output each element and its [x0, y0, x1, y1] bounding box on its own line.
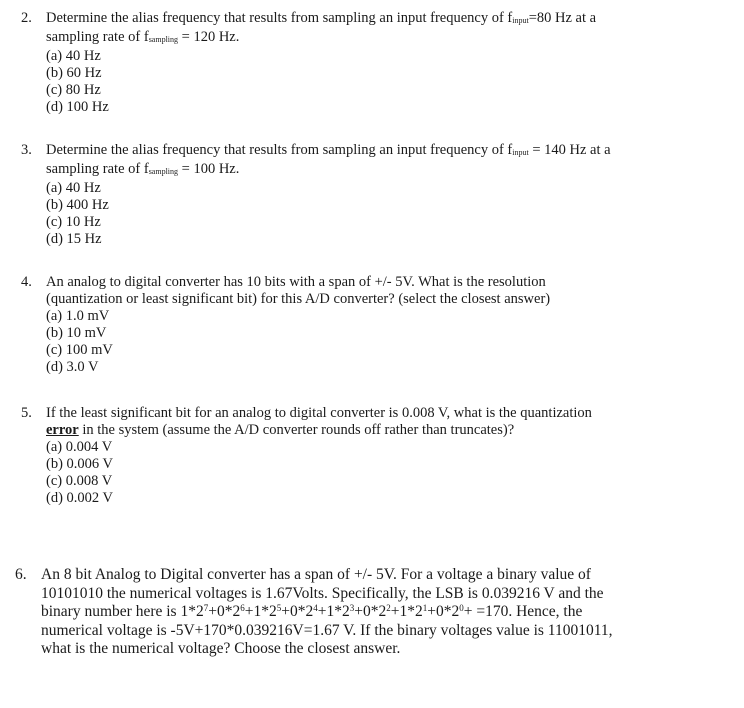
question-number: 6.: [15, 566, 27, 583]
question-stem: If the least significant bit for an analog to digital converter is 0.008 V, what is the quantization error in the system (assume the A/D converter rounds off rather than truncates)?: [46, 405, 592, 438]
option-d: (d) 0.002 V: [46, 490, 113, 506]
option-d: (d) 15 Hz: [46, 231, 102, 247]
option-b: (b) 60 Hz: [46, 65, 102, 81]
question-stem: Determine the alias frequency that results from sampling an input frequency of $f_{input}=80$ Hz at a sampling rate of $f_{sampling} = 120$ Hz.: [46, 10, 597, 45]
option-d: (d) 3.0 V: [46, 359, 99, 375]
question-5: [21, 405, 592, 507]
question-number: 5.: [21, 405, 32, 421]
option-c: (c) 0.008 V: [46, 473, 113, 489]
question-6: [15, 566, 613, 659]
question-number: 3.: [21, 142, 32, 158]
question-number: 2.: [21, 10, 32, 26]
option-d: (d) 100 Hz: [46, 99, 109, 115]
question-stem: Determine the alias frequency that results from sampling an input frequency of $f_{input} = 140$ Hz at a sampling rate of $f_{sampling} = 100$ Hz.: [46, 142, 611, 177]
option-b: (b) 10 mV: [46, 325, 107, 341]
question-3: [21, 142, 611, 248]
option-a: (a) 1.0 mV: [46, 308, 110, 324]
question-stem: An analog to digital converter has 10 bits with a span of +/- 5V. What is the resolution (quantization or least significant bit) for this A/D converter? (select the closest answer): [46, 274, 551, 307]
question-2: [21, 10, 596, 116]
option-a: (a) 40 Hz: [46, 180, 101, 196]
option-c: (c) 10 Hz: [46, 214, 101, 230]
option-a: (a) 40 Hz: [46, 48, 101, 64]
question-4: [21, 274, 550, 376]
question-number: 4.: [21, 274, 32, 290]
question-stem: An 8 bit Analog to Digital converter has a span of +/- 5V. For a voltage a binary value of 10101010 the numerical voltages is 1.67Volts. Specifically, the LSB is 0.039216 V and the binary number here is $1*2^7+0*2^6+1*2^5+0*2^4+1*2^3+0*2^2+1*2^1+0*2^0+ =170$. Hence, the numerical voltage is -5V+170*0.039216V=1.67 V. If the binary voltages value is 11001011, what is the numerical voltage? Choose the closest answer.: [41, 566, 613, 657]
emphasis-error: error: [46, 422, 79, 438]
option-a: (a) 0.004 V: [46, 439, 113, 455]
option-b: (b) 0.006 V: [46, 456, 113, 472]
option-c: (c) 80 Hz: [46, 82, 101, 98]
option-c: (c) 100 mV: [46, 342, 113, 358]
option-b: (b) 400 Hz: [46, 197, 109, 213]
